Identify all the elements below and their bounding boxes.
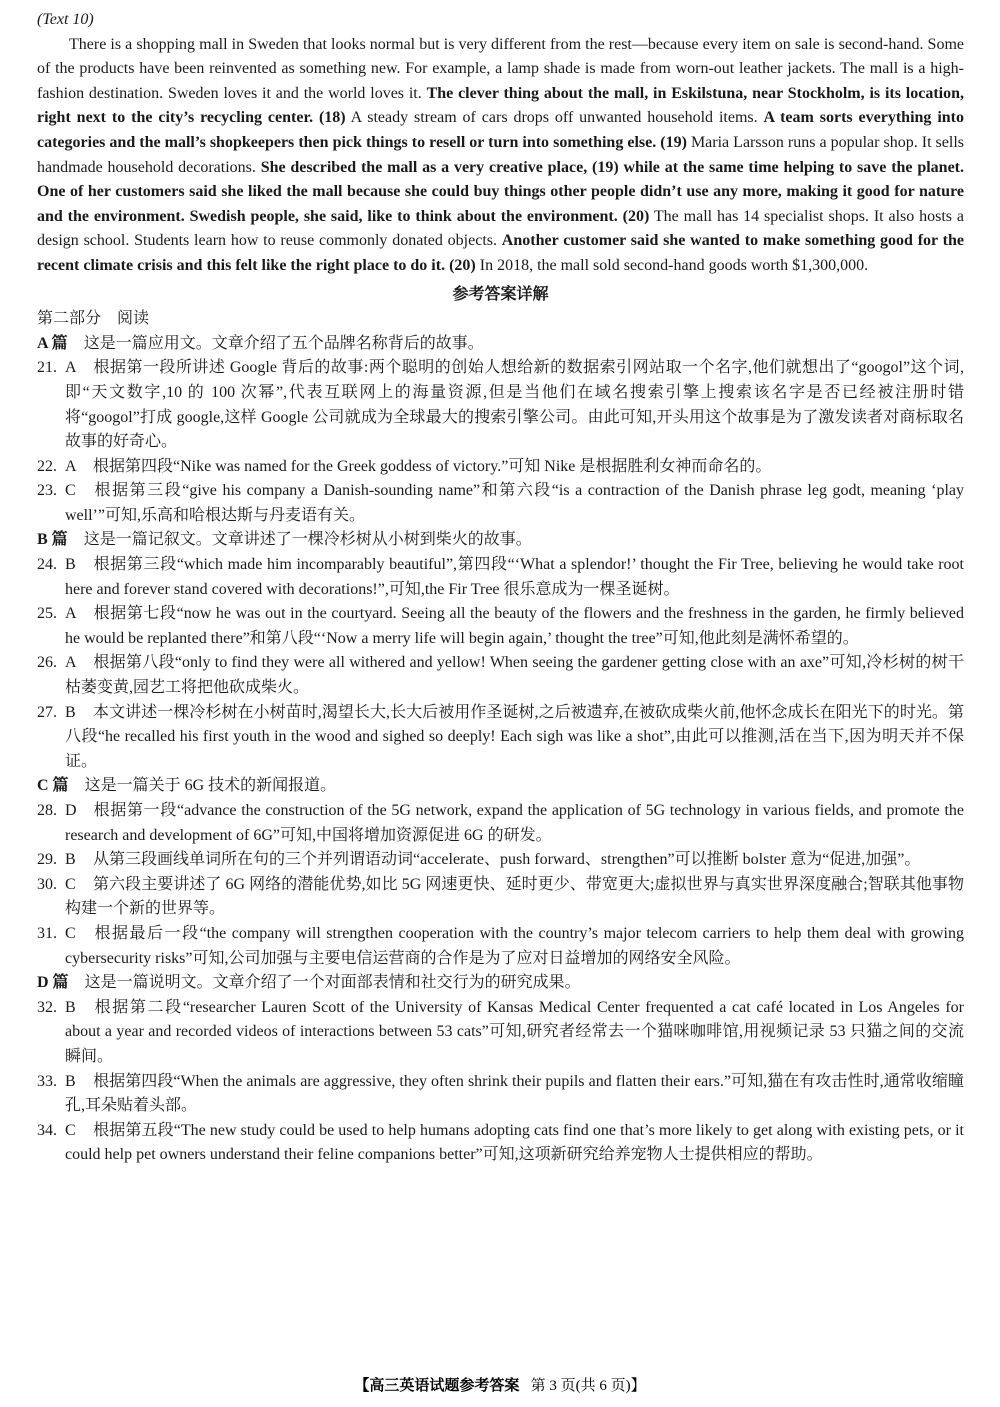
question-number: 21. [37, 359, 57, 377]
section-heading [37, 528, 964, 553]
section-intro: 这是一篇说明文。文章介绍了一个对面部表情和社交行为的研究成果。 [84, 974, 581, 992]
section-intro: 这是一篇记叙文。文章讲述了一棵冷杉树从小树到柴火的故事。 [83, 531, 532, 549]
text-run: In 2018, the mall sold second-hand goods worth $1,300,000. [475, 256, 869, 274]
text10-label: (Text 10) [37, 11, 94, 28]
answer-letter: A [65, 359, 77, 377]
answer-item [37, 356, 964, 454]
footer-title: 【高三英语试题参考答案 [354, 1378, 520, 1394]
section-heading [37, 971, 964, 996]
answer-explanation: 根据最后一段“the company will strengthen cooperation with the country’s major telecom carriers to help them deal with growing cybersecurity risks”可知,公司加强与主要电信运营商的合作是为了应对日益增加的网络安全风险。 [65, 924, 964, 967]
question-number: 27. [37, 703, 57, 721]
answer-item [37, 479, 964, 528]
answer-letter: A [65, 457, 77, 475]
section-label: C 篇 [37, 777, 69, 795]
text10-paragraph [37, 33, 964, 279]
answer-explanation: 根据第三段“which made him incomparably beautiful”,第四段“‘What a splendor!’ thought the Fir Tree, believing he would take root here and forever stand covered with decorations!”,可知,the Fir Tree 很乐意成为一棵圣诞树。 [65, 556, 964, 598]
answer-explanation: 第六段主要讲述了 6G 网络的潜能优势,如比 5G 网速更快、延时更少、带宽更大;虚拟世界与真实世界深度融合;智联其他事物构建一个新的世界等。 [65, 875, 964, 918]
answer-explanation: 根据第七段“now he was out in the courtyard. Seeing all the beauty of the flowers and the freshness in the garden, he firmly believed he would be replanted there”和第八段“‘Now a merry life will begin again,’ thought the tree”可知,他此刻是满怀希望的。 [65, 605, 964, 647]
bold-run: A team sorts everything into categories and the mall’s shopkeepers then pick things to resell or turn into something else. (19) [37, 109, 964, 151]
answer-explanation: 从第三段画线单词所在句的三个并列谓语动词“accelerate、push forward、strengthen”可以推断 bolster 意为“促进,加强”。 [93, 851, 921, 869]
page-footer [0, 1374, 1000, 1395]
question-number: 28. [37, 802, 57, 819]
section-intro: 这是一篇应用文。文章介绍了五个品牌名称背后的故事。 [83, 334, 484, 352]
answer-item [37, 873, 964, 922]
answer-explanation: 根据第三段“give his company a Danish-sounding name”和第六段“is a contraction of the Danish phrase leg godt, meaning ‘play well’”可知,乐高和哈根达斯与丹麦语有关。 [65, 482, 964, 524]
answer-letter: B [65, 556, 76, 574]
text-run: Maria Larsson runs a popular shop. It sells handmade household decorations. [37, 133, 964, 176]
answer-item [37, 602, 964, 651]
answer-item [37, 799, 964, 848]
answer-explanation: 根据第二段“researcher Lauren Scott of the University of Kansas Medical Center frequented a cat café located in Los Angeles for about a year and recorded videos of interactions between 53 cats”可知,研究者经常去一个猫咪咖啡馆,用视频记录 53 只猫之间的交流瞬间。 [65, 998, 964, 1065]
answers-title: 参考答案详解 [452, 285, 549, 303]
section-intro: 这是一篇关于 6G 技术的新闻报道。 [84, 777, 337, 795]
section-label: B 篇 [37, 531, 68, 549]
section-heading [37, 332, 964, 357]
part-title: 第二部分 阅读 [37, 310, 150, 328]
answer-letter: C [65, 924, 76, 942]
question-number: 31. [37, 924, 57, 942]
question-number: 34. [37, 1121, 57, 1139]
answer-item [37, 455, 964, 480]
question-number: 23. [37, 482, 57, 500]
question-number: 29. [37, 851, 57, 869]
answer-letter: C [65, 482, 76, 500]
question-number: 33. [37, 1072, 57, 1090]
answer-letter: A [65, 654, 77, 672]
question-number: 26. [37, 654, 57, 672]
question-number: 30. [37, 875, 57, 893]
section-heading [37, 774, 964, 799]
bold-run: Another customer said she wanted to make something good for the recent climate crisis and this felt like the right place to do it. (20) [37, 232, 965, 274]
section-label: A 篇 [37, 334, 68, 352]
answer-explanation: 根据第五段“The new study could be used to help humans adopting cats find one that’s more likely to get along with existing pets, or it could help pet owners understand their feline companions better”可知,这项新研究给养宠物人士提供相应的帮助。 [65, 1121, 964, 1164]
answer-item [37, 1119, 964, 1168]
text-run: There is a shopping mall in Sweden that looks normal but is very different from the rest—because every item on sale is second-hand. Some of the products have been reinvented as something new. For example, a lamp shade is made from worn-out leather jackets. The mall is a high-fashion destination. Sweden loves it and the world loves it. [37, 35, 964, 102]
text-run: The mall has 14 specialist shops. It also hosts a design school. Students learn how to reuse commonly donated objects. [37, 207, 965, 250]
answer-letter: B [65, 1072, 76, 1090]
answer-explanation: 根据第八段“only to find they were all withered and yellow! When seeing the gardener getting close with an axe”可知,冷杉树的树干枯萎变黄,园艺工将把他砍成柴火。 [65, 654, 964, 697]
answer-explanation: 根据第四段“Nike was named for the Greek goddess of victory.”可知 Nike 是根据胜利女神而命名的。 [93, 457, 772, 475]
answer-explanation: 根据第四段“When the animals are aggressive, they often shrink their pupils and flatten their ears.”可知,猫在有攻击性时,通常收缩瞳孔,耳朵贴着头部。 [65, 1072, 964, 1115]
footer-page-number: 第 3 页(共 6 页)】 [530, 1378, 646, 1394]
answer-item [37, 1070, 964, 1119]
answer-letter: C [65, 1121, 76, 1139]
answer-item [37, 701, 964, 775]
answer-letter: B [65, 703, 76, 721]
answer-letter: D [65, 802, 77, 819]
answer-explanation: 根据第一段所讲述 Google 背后的故事:两个聪明的创始人想给新的数据索引网站取一个名字,他们就想出了“googol”这个词,即“天文数字,10 的 100 次幂”,代表互联网上的海量资源,但是当他们在域名搜索引擎上搜索该名字是否已经被注册时错将“googol”打成 google,这样 Google 公司就成为全球最大的搜索引擎公司。由此可知,开头用这个故事是为了激发读者对商标取名故事的好奇心。 [65, 359, 964, 451]
answer-item [37, 848, 964, 873]
answer-item [37, 651, 964, 700]
question-number: 25. [37, 605, 57, 623]
answer-explanation: 本文讲述一棵冷杉树在小树苗时,渴望长大,长大后被用作圣诞树,之后被遗弃,在被砍成柴火前,他怀念成长在阳光下的时光。第八段“he recalled his first youth in the wood and sighed so deeply! Each sigh was like a shot”,由此可以推测,活在当下,因为明天并不保证。 [65, 703, 964, 770]
answer-letter: A [65, 605, 77, 623]
answer-letter: C [65, 875, 76, 893]
question-number: 32. [37, 998, 57, 1016]
question-number: 22. [37, 457, 57, 475]
answer-item [37, 553, 964, 602]
answer-letter: B [65, 998, 76, 1016]
answer-item [37, 996, 964, 1070]
answer-explanation: 根据第一段“advance the construction of the 5G network, expand the application of 5G technology in various fields, and promote the research and development of 6G”可知,中国将增加资源促进 6G 的研发。 [65, 802, 964, 844]
bold-run: The clever thing about the mall, in Eskilstuna, near Stockholm, is its location, right next to the city’s recycling center. (18) [37, 84, 964, 127]
bold-run: She described the mall as a very creative place, (19) while at the same time helping to save the planet. One of her customers said she liked the mall because she could buy things other people didn’t use any more, making it good for nature and the environment. Swedish people, she said, like to think about the environment. (20) [37, 158, 964, 225]
answer-item [37, 922, 964, 971]
answer-letter: B [65, 851, 76, 869]
question-number: 24. [37, 556, 57, 574]
section-label: D 篇 [37, 974, 69, 992]
text-run: A steady stream of cars drops off unwanted household items. [345, 109, 764, 127]
answer-sections [37, 332, 964, 1168]
